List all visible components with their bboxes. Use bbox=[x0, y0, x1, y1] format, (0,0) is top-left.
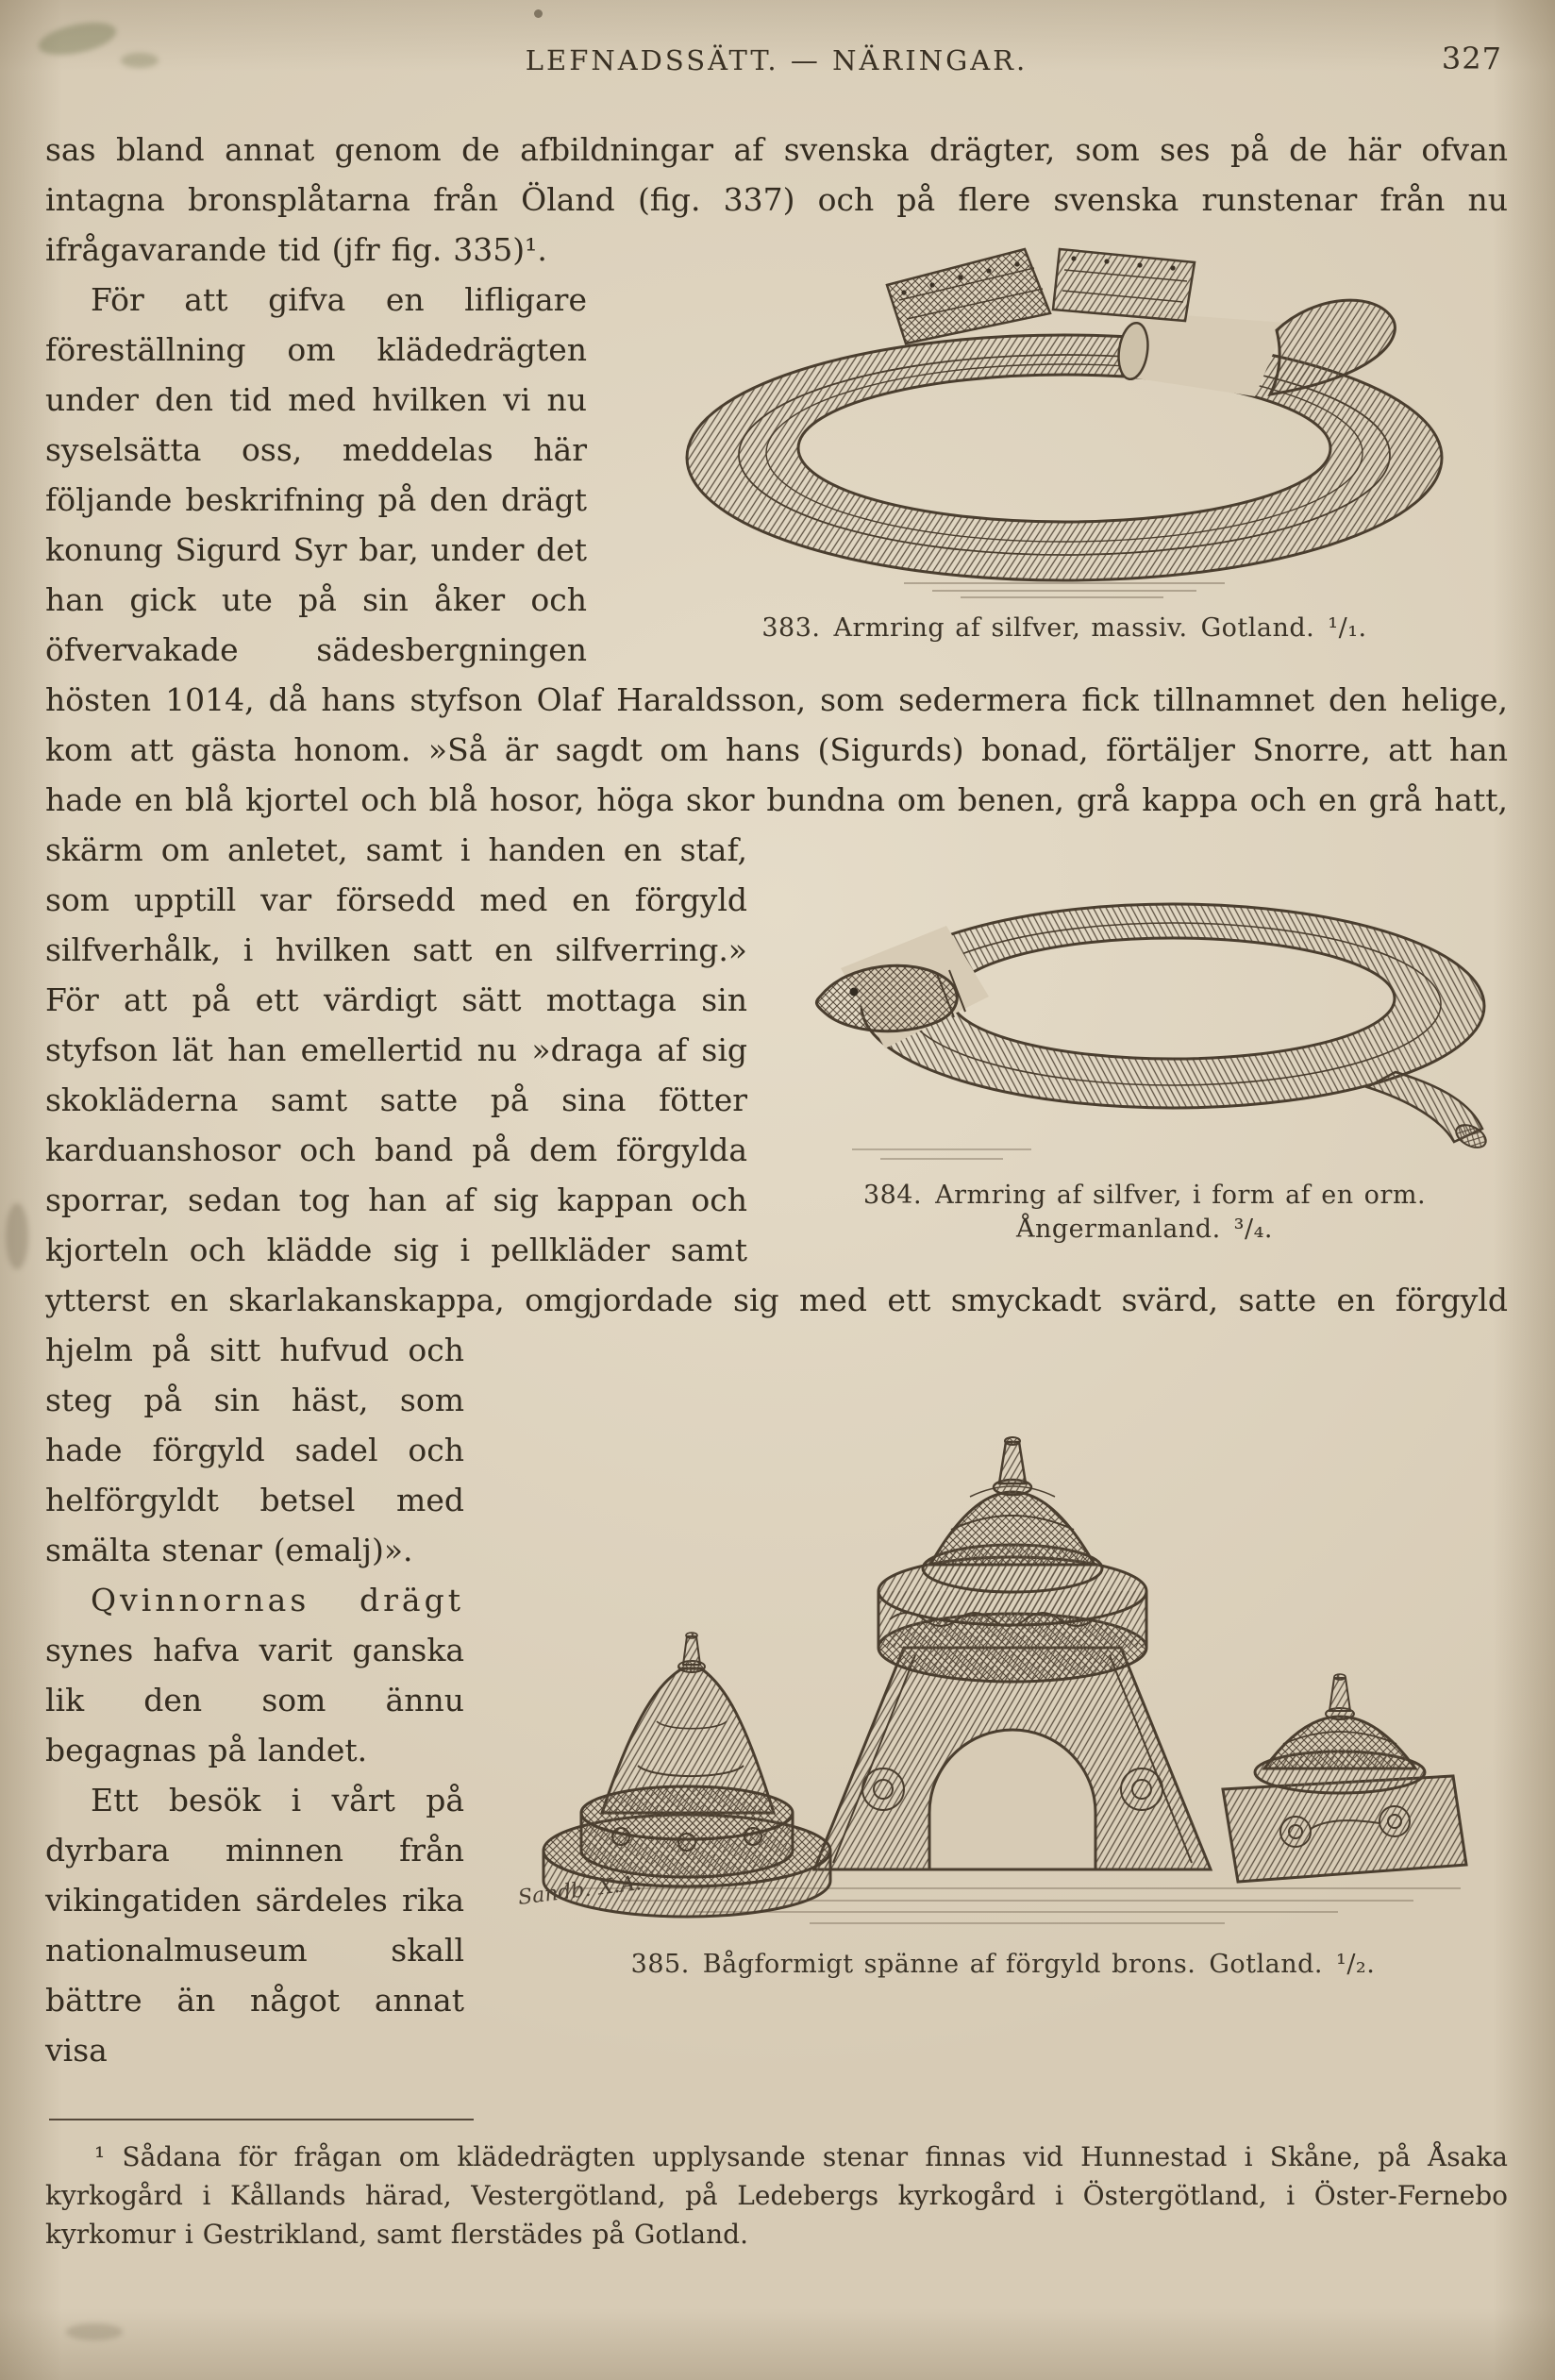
figure-384-caption-line1: 384. Armring af silfver, i form af en orm. bbox=[862, 1181, 1427, 1210]
figure-384 bbox=[781, 836, 1508, 1247]
armring-massive-engraving bbox=[621, 236, 1508, 604]
paragraph-1-text-b: runstenar från nu ifrågavarande tid (jfr fig. 335)¹. bbox=[45, 181, 1508, 268]
page-header bbox=[45, 42, 1508, 79]
paragraph-3-text: synes hafva varit ganska lik den som ännu begagnas på landet. bbox=[45, 1632, 464, 1768]
paragraph-1-text-a: sas bland annat genom de afbildningar af svenska drägter, som ses på de här ofvan intagna bronsplåtarna från Öland (fig. 337) och på flere svenska bbox=[45, 131, 1508, 218]
figure-384-image bbox=[781, 836, 1508, 1171]
running-title: LEFNADSSÄTT. — NÄRINGAR. bbox=[525, 44, 1028, 76]
ground-shading bbox=[904, 583, 1225, 597]
page-body bbox=[45, 125, 1508, 2075]
figure-385-caption: 385. Bågformigt spänne af förgyld brons. Gotland. ¹/₂. bbox=[630, 1950, 1376, 1979]
page-number: 327 bbox=[1441, 41, 1502, 76]
scan-smudge bbox=[6, 1203, 28, 1269]
figure-383 bbox=[621, 236, 1508, 645]
engraver-signature: Sandb. X.A. bbox=[516, 1871, 644, 1910]
paragraph-2-text-a: För att gifva en lifligare föreställning om klädedrägten under den tid med hvilken vi nu syselsätta oss, meddelas här följande beskrifning på den drägt konung Sigurd Syr bar, under det han gick ute på sin åker och öfvervakade sädesbergningen hösten 1014, då hans styfson Olaf Haraldsson, som sedermera fick tillnamnet den helige, kom att gästa honom. »Så är sagdt om hans (Sigurds) bonad, förtäljer Snorre, att han hade en blå kjortel och blå hosor, höga skor bbox=[45, 281, 1508, 818]
paragraph-3-emphasis: Qvinnornas drägt bbox=[91, 1582, 464, 1618]
armring-snake-engraving bbox=[795, 836, 1494, 1171]
scan-smudge bbox=[66, 2323, 123, 2340]
footnote-rule bbox=[49, 2119, 474, 2120]
armring-horn-terminal bbox=[1270, 300, 1395, 394]
figure-383-image bbox=[621, 236, 1508, 604]
figure-384-caption-line2: Ångermanland. ³/₄. bbox=[1016, 1215, 1273, 1244]
brooch-engraving bbox=[508, 1336, 1498, 1940]
brooch-center-arch bbox=[814, 1437, 1211, 1869]
figure-385 bbox=[498, 1336, 1508, 1982]
brooch-right-mount bbox=[1223, 1674, 1466, 1882]
snake-head bbox=[816, 965, 957, 1031]
figure-385-image bbox=[498, 1336, 1508, 1940]
footnote: ¹ Sådana för frågan om klädedrägten upplysande stenar finnas vid Hunnestad i Skåne, på Åsaka kyrkogård i Kållands härad, Vestergötland, på Ledebergs kyrkogård i Östergötland, i Öster-Fernebo kyrkomur i Gestrikland, samt flerstädes på Gotland. bbox=[45, 2141, 1508, 2250]
paragraph-2-text-c: svärd, satte en förgyld hjelm på sitt hufvud och steg på sin häst, som hade förgyld sadel och helförgyldt betsel med smälta stenar (emalj)». bbox=[45, 1282, 1509, 1568]
paragraph-2-text-b: bundna om benen, grå kappa och en grå hatt, skärm om anletet, samt i handen en staf, som upptill var försedd med en förgyld silfverhålk, i hvilken satt en silfverring.» För att på ett värdigt sätt mottaga sin styfson lät han emellertid nu »draga af sig skokläderna samt satte på sina fötter karduanshosor och band på dem förgylda sporrar, sedan tog han af sig kappan och kjorteln och klädde sig i pellkläder samt ytterst en skarlakanskappa, omgjordade sig med ett smyckadt bbox=[45, 781, 1508, 1318]
scan-speck bbox=[534, 9, 543, 18]
ground-shading bbox=[852, 1149, 1031, 1159]
paragraph-4-text: Ett besök i vårt på dyrbara minnen från vikingatiden särdeles rika nationalmuseum skall bättre än något annat visa bbox=[45, 1782, 464, 2069]
snake-eye bbox=[850, 988, 859, 997]
figure-383-caption: 383. Armring af silfver, massiv. Gotland. ¹/₁. bbox=[761, 613, 1367, 643]
brooch-left-mount bbox=[543, 1633, 830, 1917]
